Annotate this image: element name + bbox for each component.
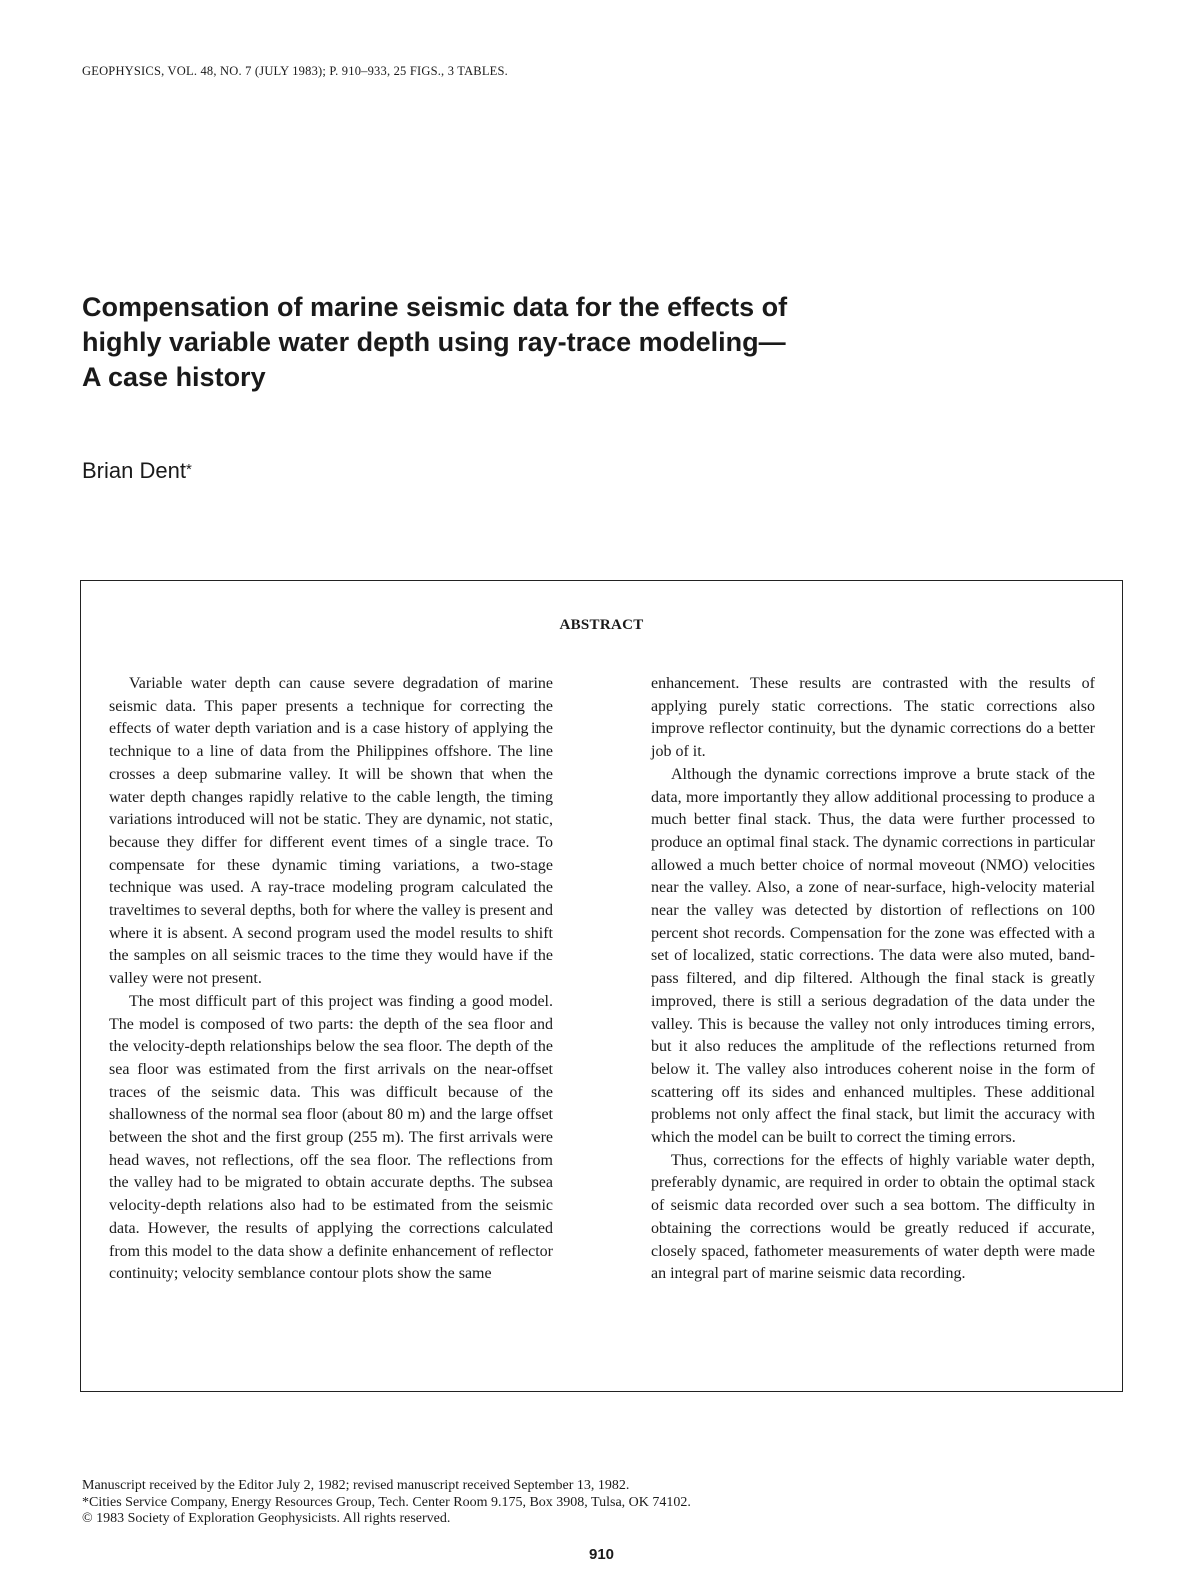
footnote-manuscript: Manuscript received by the Editor July 2, 1982; revised manuscript received September 13, 1982. xyxy=(82,1478,630,1493)
abstract-paragraph: Thus, corrections for the effects of highly variable water depth, preferably dynamic, are required in order to obtain the optimal stack of seismic data recorded over such a sea bottom. The difficulty in obtaining the corrections would be greatly reduced if accurate, closely spaced, fathometer measurements of water depth were made an integral part of marine seismic data recording. xyxy=(651,1151,1095,1283)
running-head: GEOPHYSICS, VOL. 48, NO. 7 (JULY 1983); P. 910–933, 25 FIGS., 3 TABLES. xyxy=(82,64,508,78)
author-name: Brian Dent xyxy=(82,458,186,483)
title-line: Compensation of marine seismic data for the effects of xyxy=(82,292,788,322)
abstract-heading: ABSTRACT xyxy=(559,617,644,633)
abstract-box xyxy=(80,580,1123,1392)
abstract-column-right xyxy=(651,673,1095,1286)
title-line: highly variable water depth using ray-trace modeling— xyxy=(82,327,786,357)
article-title xyxy=(82,290,982,395)
abstract-paragraph: Variable water depth can cause severe degradation of marine seismic data. This paper presents a technique for correcting the effects of water depth variation and is a case history of applying the technique to a line of data from the Philippines offshore. The line crosses a deep submarine valley. It will be shown that when the water depth changes rapidly relative to the cable length, the timing variations introduced will not be static. They are dynamic, not static, because they differ for different event times of a single trace. To compensate for these dynamic timing variations, a two-stage technique was used. A ray-trace modeling program calculated the traveltimes to several depths, both for where the valley is present and where it is absent. A second program used the model results to shift the samples on all seismic traces to the time they would have if the valley were not present. xyxy=(109,675,553,988)
page-number: 910 xyxy=(588,1546,615,1563)
abstract-paragraph: enhancement. These results are contrasted with the results of applying purely static corrections. The static corrections also improve reflector continuity, but the dynamic corrections do a better job of it. xyxy=(651,675,1095,761)
footnote-affiliation: *Cities Service Company, Energy Resources Group, Tech. Center Room 9.175, Box 3908, Tulsa, OK 74102. xyxy=(82,1494,691,1510)
footnote-copyright: © 1983 Society of Exploration Geophysicists. All rights reserved. xyxy=(82,1511,451,1526)
abstract-column-left xyxy=(109,673,553,1286)
abstract-paragraph: Although the dynamic corrections improve a brute stack of the data, more importantly they allow additional processing to produce a much better final stack. Thus, the data were further processed to produce an optimal final stack. The dynamic corrections in particular allowed a much better choice of normal moveout (NMO) velocities near the valley. Also, a zone of near-surface, high-velocity material near the valley was detected by distortion of reflections on 100 percent shot records. Compensation for the zone was effected with a set of localized, static corrections. The data were also muted, band-pass filtered, and dip filtered. Although the final stack is greatly improved, there is still a serious degradation of the data under the valley. This is because the valley not only introduces timing errors, but it also reduces the amplitude of the reflections returned from below it. The valley also introduces coherent noise in the form of scattering off its sides and enhanced multiples. These additional problems not only affect the final stack, but limit the accuracy with which the model can be built to correct the timing errors. xyxy=(651,765,1095,1147)
author-footnote-mark: * xyxy=(185,461,192,478)
author-byline xyxy=(82,458,192,484)
footnotes xyxy=(82,1478,691,1528)
abstract-paragraph: The most difficult part of this project was finding a good model. The model is composed of two parts: the depth of the sea floor and the velocity-depth relationships below the sea floor. The depth of the sea floor was estimated from the first arrivals on the near-offset traces of the seismic data. This was difficult because of the shallowness of the normal sea floor (about 80 m) and the large offset between the shot and the first group (255 m). The first arrivals were head waves, not reflections, off the sea floor. The reflections from the valley had to be migrated to obtain accurate depths. The subsea velocity-depth relations also had to be estimated from the seismic data. However, the results of applying the corrections calculated from this model to the data show a definite enhancement of reflector continuity; velocity semblance contour plots show the same xyxy=(109,992,553,1283)
title-line: A case history xyxy=(82,362,266,392)
